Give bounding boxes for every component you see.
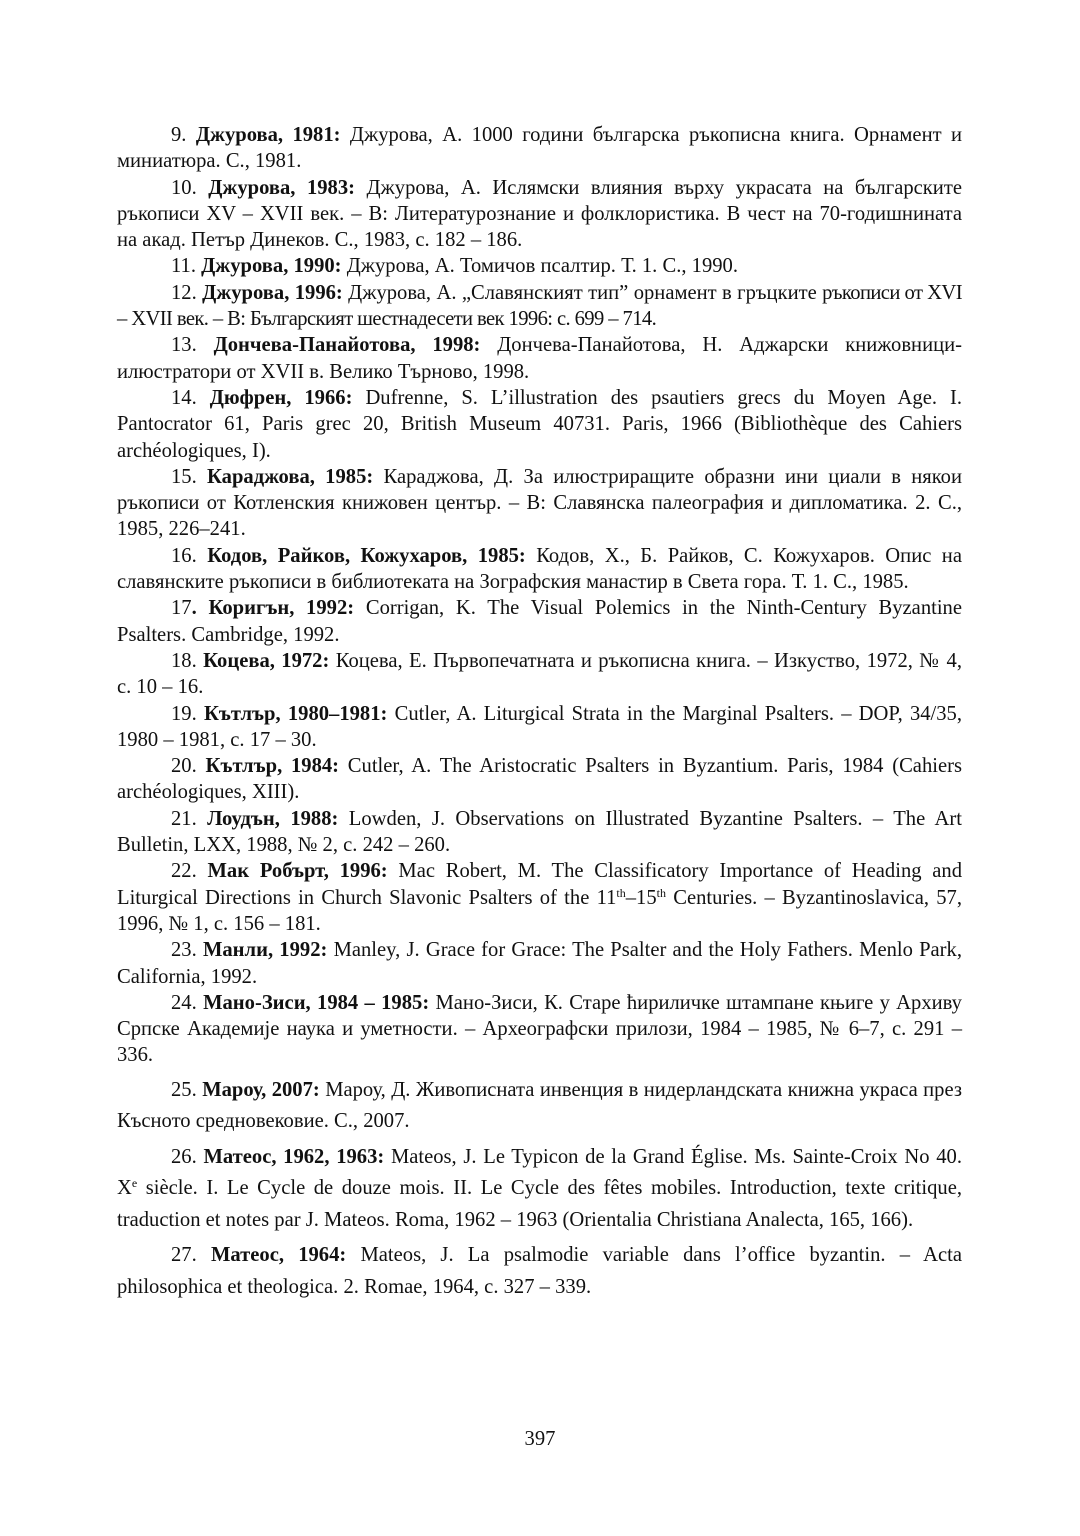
entry-reference: Кодов, Х., Б. Райков, С. Кожухаров. Опис на славянските ръкописи в библиотеката на Зографския манастир в Света гора. Т. 1. С., 1985. — [117, 544, 962, 594]
entry-number: 19. — [171, 702, 197, 725]
entry-key: Джурова, 1990: — [201, 255, 342, 278]
bibliography-entry-15 — [117, 464, 962, 543]
entry-number: 16. — [171, 544, 197, 567]
entry-key: Коцева, 1972: — [203, 649, 330, 672]
bibliography-entry-26 — [117, 1142, 962, 1237]
page-number: 397 — [524, 1428, 556, 1450]
entry-key: Дюфрен, 1966: — [209, 386, 353, 409]
entry-key: Мано-Зиси, 1984 – 1985: — [203, 991, 430, 1014]
entry-key: Лоудън, 1988: — [207, 807, 339, 830]
reference-text: –15 — [625, 886, 657, 909]
bibliography-entry-24 — [117, 990, 962, 1069]
entry-number: 14. — [171, 386, 197, 409]
bibliography-entry-19 — [117, 701, 962, 754]
entry-number: 10. — [171, 176, 197, 199]
entry-reference: Lowden, J. Observations on Illustrated Byzantine Psalters. – The Art Bulletin, LXX, 1988, № 2, с. 242 – 260. — [117, 807, 962, 857]
bibliography-entry-25 — [117, 1075, 962, 1138]
entry-number: 27. — [171, 1244, 197, 1267]
entry-reference: Corrigan, K. The Visual Polemics in the Ninth-Century Byzantine Psalters. Cambridge, 1992. — [117, 597, 962, 646]
entry-key: Матеос, 1962, 1963: — [203, 1145, 385, 1168]
entry-key: Манли, 1992: — [202, 939, 328, 962]
ordinal-superscript: th — [616, 885, 626, 900]
entry-reference: Mateos, J. La psalmodie variable dans l’office byzantin. – Acta philosophica et theologica. 2. Romae, 1964, с. 327 – 339. — [117, 1244, 962, 1298]
bibliography-entry-16 — [117, 543, 962, 596]
entry-number: 24. — [171, 991, 197, 1014]
entry-number: 18. — [171, 649, 197, 672]
entry-key: Мароу, 2007: — [202, 1078, 320, 1101]
reference-text: Centuries. – Byzantinoslavica, 57, 1996, № 1, с. 156 – 181. — [117, 886, 963, 935]
bibliography-entry-23 — [117, 937, 962, 990]
entry-number: 9. — [171, 124, 187, 146]
entry-reference-continued: ръкописи от XVI – XVII век. – В: Българският шестнадесети век 1996: с. 699 – 714. — [117, 281, 962, 331]
entry-number: 21. — [171, 807, 197, 830]
entry-reference: Cutler, A. Liturgical Strata in the Marginal Psalters. – DOP, 34/35, 1980 – 1981, с. 17 – 30. — [117, 702, 963, 751]
bibliography-entry-20 — [117, 753, 962, 806]
entry-number: 13. — [171, 334, 197, 357]
entry-key: Кодов, Райков, Кожухаров, 1985: — [207, 544, 526, 567]
bibliography-entry-14 — [117, 385, 962, 464]
entry-number: 17 — [171, 597, 192, 620]
entry-reference: Джурова, А. „Славянският тип” орнамент в гръцките — [348, 281, 817, 304]
entry-reference: Джурова, А. 1000 години българска ръкописна книга. Орнамент и миниатюра. С., 1981. — [117, 124, 963, 173]
entry-reference: Мано-Зиси, К. Старе ћириличке штампане књиге у Архиву Српске Академије наука и уметности. – Археографски прилози, 1984 – 1985, № 6–7, с. 291 – 336. — [117, 991, 962, 1067]
bibliography-entry-12 — [117, 280, 962, 333]
entry-key: Дончева-Панайотова, 1998: — [213, 334, 481, 357]
bibliography-entry-21 — [117, 806, 962, 859]
reference-text: Mac Robert, M. The Classificatory Importance of Heading and Liturgical Directions in Church Slavonic Psalters of the 11 — [117, 860, 963, 909]
entry-number: 15. — [171, 465, 197, 488]
entry-reference: Караджова, Д. За илюстриращите образни ини циали в някои ръкописи от Котленския книжовен център. – В: Славянска палеография и дипломатика. 2. С., 1985, 226–241. — [117, 465, 962, 541]
entry-number: 26. — [171, 1145, 197, 1168]
entry-reference: Cutler, A. The Aristocratic Psalters in Byzantium. Paris, 1984 (Cahiers archéologiques, XIII). — [117, 755, 962, 804]
entry-reference: Мароу, Д. Живописната инвенция в нидерландската книжна украса през Късното средновековие. С., 2007. — [117, 1078, 963, 1133]
bibliography-entry-22 — [117, 858, 962, 937]
entry-number: 12. — [171, 281, 197, 304]
entry-reference: Джурова, А. Томичов псалтир. Т. 1. С., 1990. — [346, 255, 738, 278]
bibliography-entry-13 — [117, 332, 962, 385]
entry-number: 11. — [171, 255, 196, 278]
entry-reference: Коцева, Е. Първопечатната и ръкописна книга. – Изкуство, 1972, № 4, с. 10 – 16. — [117, 649, 962, 699]
bibliography-entry-10 — [117, 175, 962, 254]
bibliography-list — [117, 122, 962, 1303]
reference-text: Mateos, J. Le Typicon de la Grand Église. Ms. Sainte-Croix No 40. X — [117, 1145, 962, 1200]
entry-number: 20. — [171, 755, 197, 778]
entry-reference: Джурова, А. Ислямски влияния върху украсата на българските ръкописи XV – XVII век. – В: Литературознание и фолклористика. В чест на 70-годишнината на акад. Петър Динеков. С., 1983, с. 182 – 186. — [117, 176, 962, 252]
entry-key: Мак Робърт, 1996: — [207, 860, 388, 883]
ordinal-superscript: e — [131, 1176, 138, 1191]
entry-reference: Дончева-Панайотова, Н. Аджарски книжовници-илюстратори от XVII в. Велико Търново, 1998. — [117, 334, 962, 383]
entry-key: Джурова, 1996: — [202, 281, 343, 304]
entry-number: 25. — [171, 1078, 197, 1101]
entry-key: Караджова, 1985: — [207, 465, 374, 488]
entry-key: Матеос, 1964: — [210, 1244, 347, 1267]
entry-reference: Manley, J. Grace for Grace: The Psalter and the Holy Fathers. Menlo Park, California, 1992. — [117, 939, 962, 988]
ordinal-superscript: th — [656, 885, 666, 900]
entry-key: Кътлър, 1980–1981: — [203, 702, 388, 725]
entry-key: Джурова, 1981: — [195, 124, 341, 146]
entry-number: 22. — [171, 860, 197, 883]
bibliography-entry-9 — [117, 122, 962, 175]
entry-key: . Коригън, 1992: — [191, 597, 355, 620]
bibliography-entry-18 — [117, 648, 962, 701]
bibliography-entry-17 — [117, 595, 962, 648]
reference-text: siècle. I. Le Cycle de douze mois. II. Le Cycle des fêtes mobiles. Introduction, texte critique, traduction et notes par J. Mateos. Roma, 1962 – 1963 (Orientalia Christiana Analecta, 165, 166). — [117, 1177, 962, 1231]
bibliography-entry-27 — [117, 1240, 962, 1303]
bibliography-entry-11 — [117, 253, 962, 279]
entry-key: Джурова, 1983: — [208, 176, 355, 199]
entry-key: Кътлър, 1984: — [205, 755, 340, 778]
entry-reference: Dufrenne, S. L’illustration des psautiers grecs du Moyen Age. I. Pantocrator 61, Paris grec 20, British Museum 40731. Paris, 1966 (Bibliothèque des Cahiers archéologiques, I). — [117, 386, 963, 462]
entry-number: 23. — [171, 939, 197, 962]
